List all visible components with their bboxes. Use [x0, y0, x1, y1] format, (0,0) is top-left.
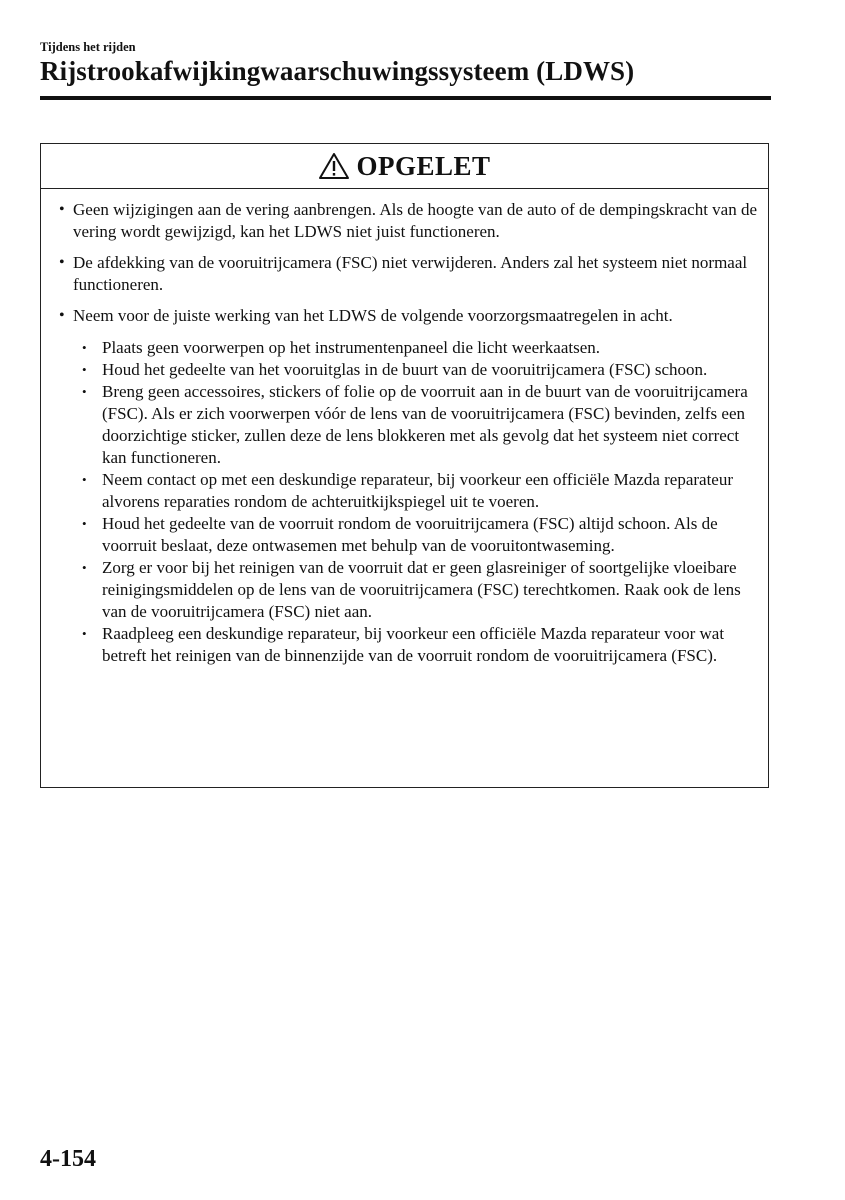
sub-list-item-text: Plaats geen voorwerpen op het instrumentenpaneel die licht weerkaatsen.: [102, 338, 601, 357]
sub-bullet-icon: •: [82, 362, 87, 377]
sub-list-item: [82, 337, 758, 359]
sub-list-item-text: Raadpleeg een deskundige reparateur, bij voorkeur een officiële Mazda reparateur voor wat betreft het reinigen van de binnenzijde van de voorruit rondom de vooruitrijcamera (FSC).: [102, 624, 725, 665]
list-item: [59, 305, 758, 327]
section-label: Tijdens het rijden: [40, 40, 136, 54]
sub-bullet-icon: •: [82, 626, 87, 641]
sub-list-item: [82, 557, 758, 623]
bullet-icon: •: [59, 307, 65, 324]
sub-list-item: [82, 359, 758, 381]
sub-bullet-icon: •: [82, 560, 87, 575]
sub-list-item-text: Neem contact op met een deskundige reparateur, bij voorkeur een officiële Mazda reparateur alvorens reparaties rondom de achteruitkijkspiegel uit te voeren.: [102, 470, 734, 511]
list-item: [59, 199, 758, 243]
page-number: 4-154: [40, 1146, 96, 1172]
sub-bullet-icon: •: [82, 340, 87, 355]
sub-list-item-text: Breng geen accessoires, stickers of folie op de voorruit aan in de buurt van de vooruitrijcamera (FSC). Als er zich voorwerpen vóór de lens van de vooruitrijcamera (FSC) bevinden, zelfs een doorzichtige sticker, zullen deze de lens blokkeren met als gevolg dat het systeem niet correct kan functioneren.: [102, 382, 748, 467]
list-item-text: Neem voor de juiste werking van het LDWS de volgende voorzorgsmaatregelen in acht.: [73, 306, 673, 325]
list-item-text: De afdekking van de vooruitrijcamera (FSC) niet verwijderen. Anders zal het systeem niet normaal functioneren.: [73, 253, 748, 294]
sub-list-item-text: Zorg er voor bij het reinigen van de voorruit dat er geen glasreiniger of soortgelijke vloeibare reinigingsmiddelen op de lens van de vooruitrijcamera (FSC) terechtkomen. Raak ook de lens van de vooruitrijcamera (FSC) niet aan.: [102, 558, 741, 621]
title-rule: [40, 96, 771, 100]
list-item: [59, 252, 758, 296]
warning-triangle-icon: [318, 152, 350, 180]
caution-heading: OPGELET: [356, 150, 491, 181]
sub-list-item: [82, 513, 758, 557]
sub-list-item: [82, 623, 758, 667]
caution-header: [41, 144, 768, 189]
sub-list: [59, 337, 758, 667]
sub-list-item: [82, 469, 758, 513]
bullet-icon: •: [59, 201, 65, 218]
sub-list-item: [82, 381, 758, 469]
sub-bullet-icon: •: [82, 472, 87, 487]
sub-list-item-text: Houd het gedeelte van het vooruitglas in de buurt van de vooruitrijcamera (FSC) schoon.: [102, 360, 708, 379]
page-title: Rijstrookafwijkingwaarschuwingssysteem (LDWS): [40, 56, 635, 86]
bullet-icon: •: [59, 254, 65, 271]
caution-body: [41, 189, 768, 667]
caution-box: [40, 143, 769, 788]
sub-bullet-icon: •: [82, 516, 87, 531]
list-item-text: Geen wijzigingen aan de vering aanbrengen. Als de hoogte van de auto of de dempingskracht van de vering wordt gewijzigd, kan het LDWS niet juist functioneren.: [73, 200, 758, 241]
sub-list-item-text: Houd het gedeelte van de voorruit rondom de vooruitrijcamera (FSC) altijd schoon. Als de voorruit beslaat, deze ontwasemen met behulp van de vooruitontwaseming.: [102, 514, 718, 555]
sub-bullet-icon: •: [82, 384, 87, 399]
list-item-content: [73, 305, 673, 327]
